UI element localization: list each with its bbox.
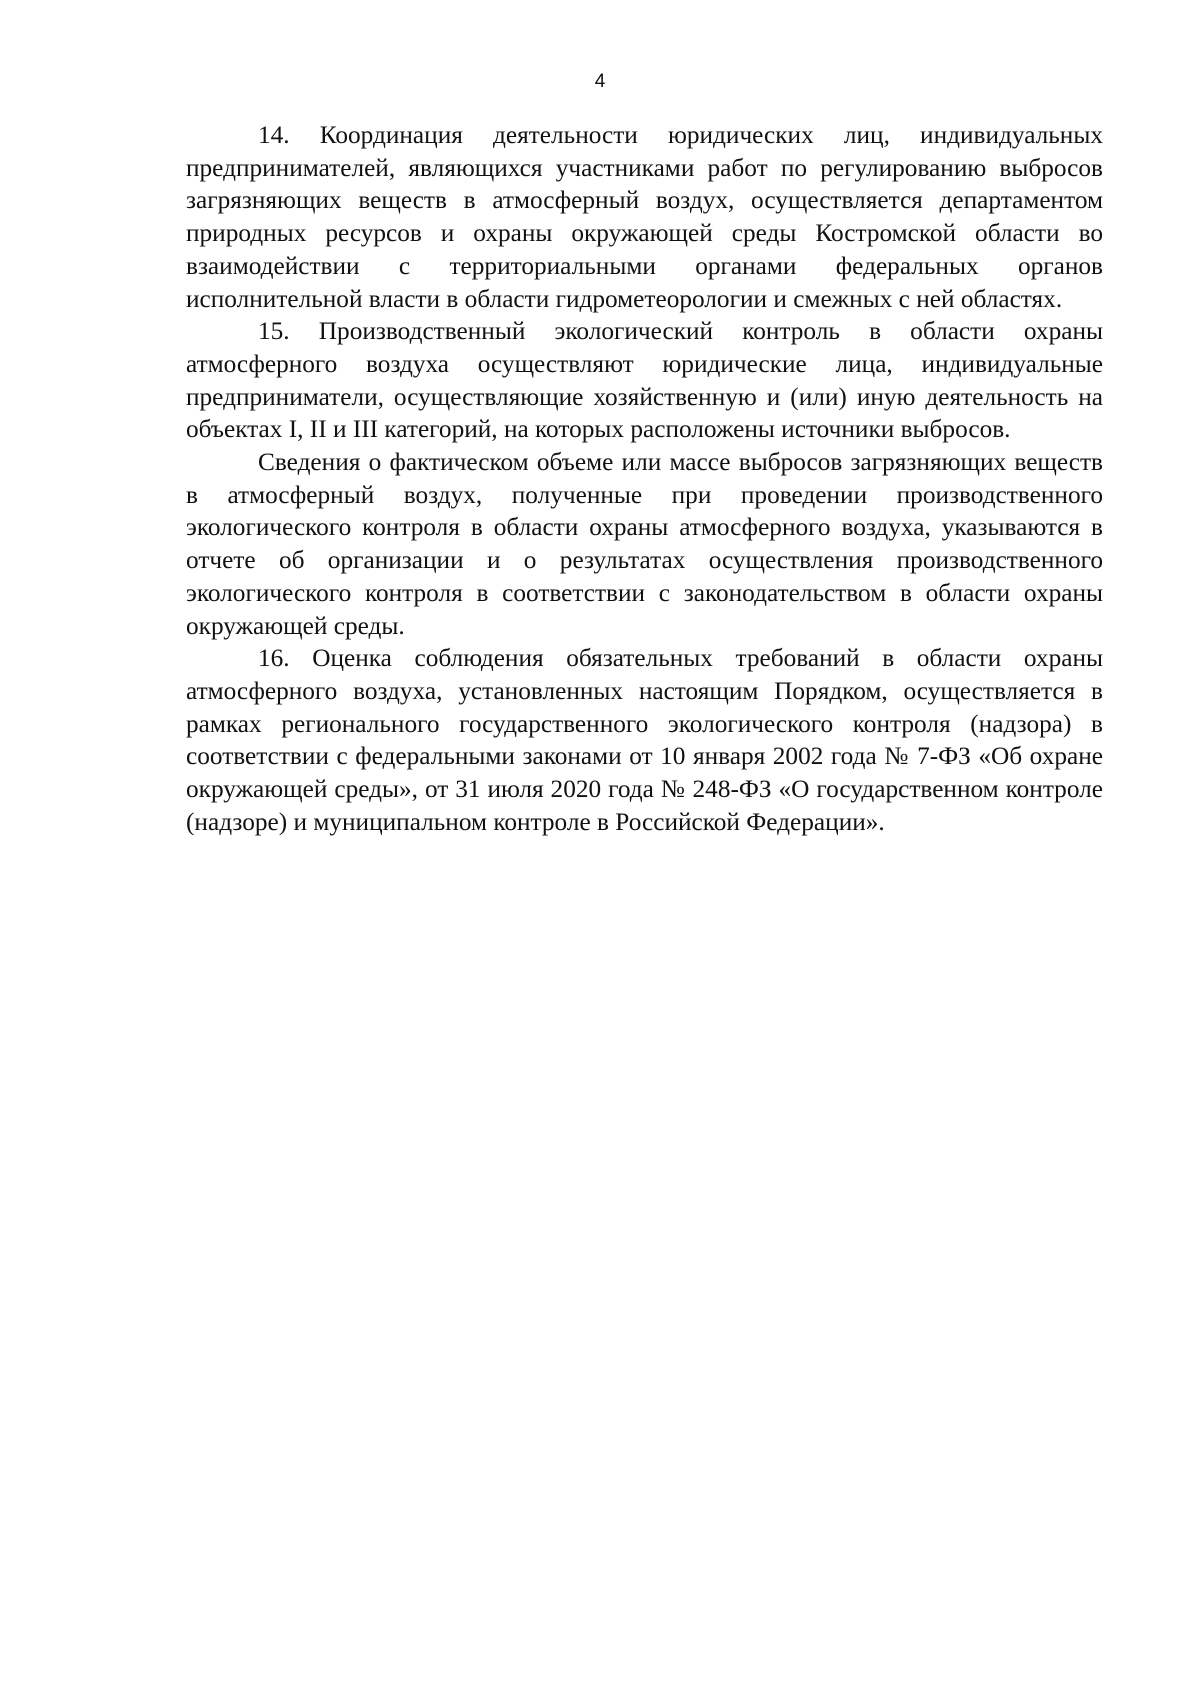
- document-body: [186, 119, 1103, 838]
- paragraph-14: 14. Координация деятельности юридических лиц, индивидуальных предпринимателей, являющихся участниками работ по регулированию выбросов загрязняющих веществ в атмосферный воздух, осуществляется департаментом природных ресурсов и охраны окружающей среды Костромской области во взаимодействии с территориальными органами федеральных органов исполнительной власти в области гидрометеорологии и смежных с ней областях.: [186, 121, 1103, 313]
- paragraph-15: 15. Производственный экологический контроль в области охраны атмосферного воздуха осуществляют юридические лица, индивидуальные предприниматели, осуществляющие хозяйственную и (или) иную деятельность на объектах I, II и III категорий, на которых расположены источники выбросов.: [186, 317, 1103, 444]
- paragraph-16: 16. Оценка соблюдения обязательных требований в области охраны атмосферного воздуха, установленных настоящим Порядком, осуществляется в рамках регионального государственного экологического контроля (надзора) в соответствии с федеральными законами от 10 января 2002 года № 7-ФЗ «Об охране окружающей среды», от 31 июля 2020 года № 248-ФЗ «О государственном контроле (надзоре) и муниципальном контроле в Российской Федерации».: [186, 644, 1103, 836]
- paragraph-15-emissions-data: Сведения о фактическом объеме или массе выбросов загрязняющих веществ в атмосферный воздух, полученные при проведении производственного экологического контроля в области охраны атмосферного воздуха, указываются в отчете об организации и о результатах осуществления производственного экологического контроля в соответствии с законодательством в области охраны окружающей среды.: [186, 448, 1103, 640]
- page-number: 4: [594, 71, 606, 92]
